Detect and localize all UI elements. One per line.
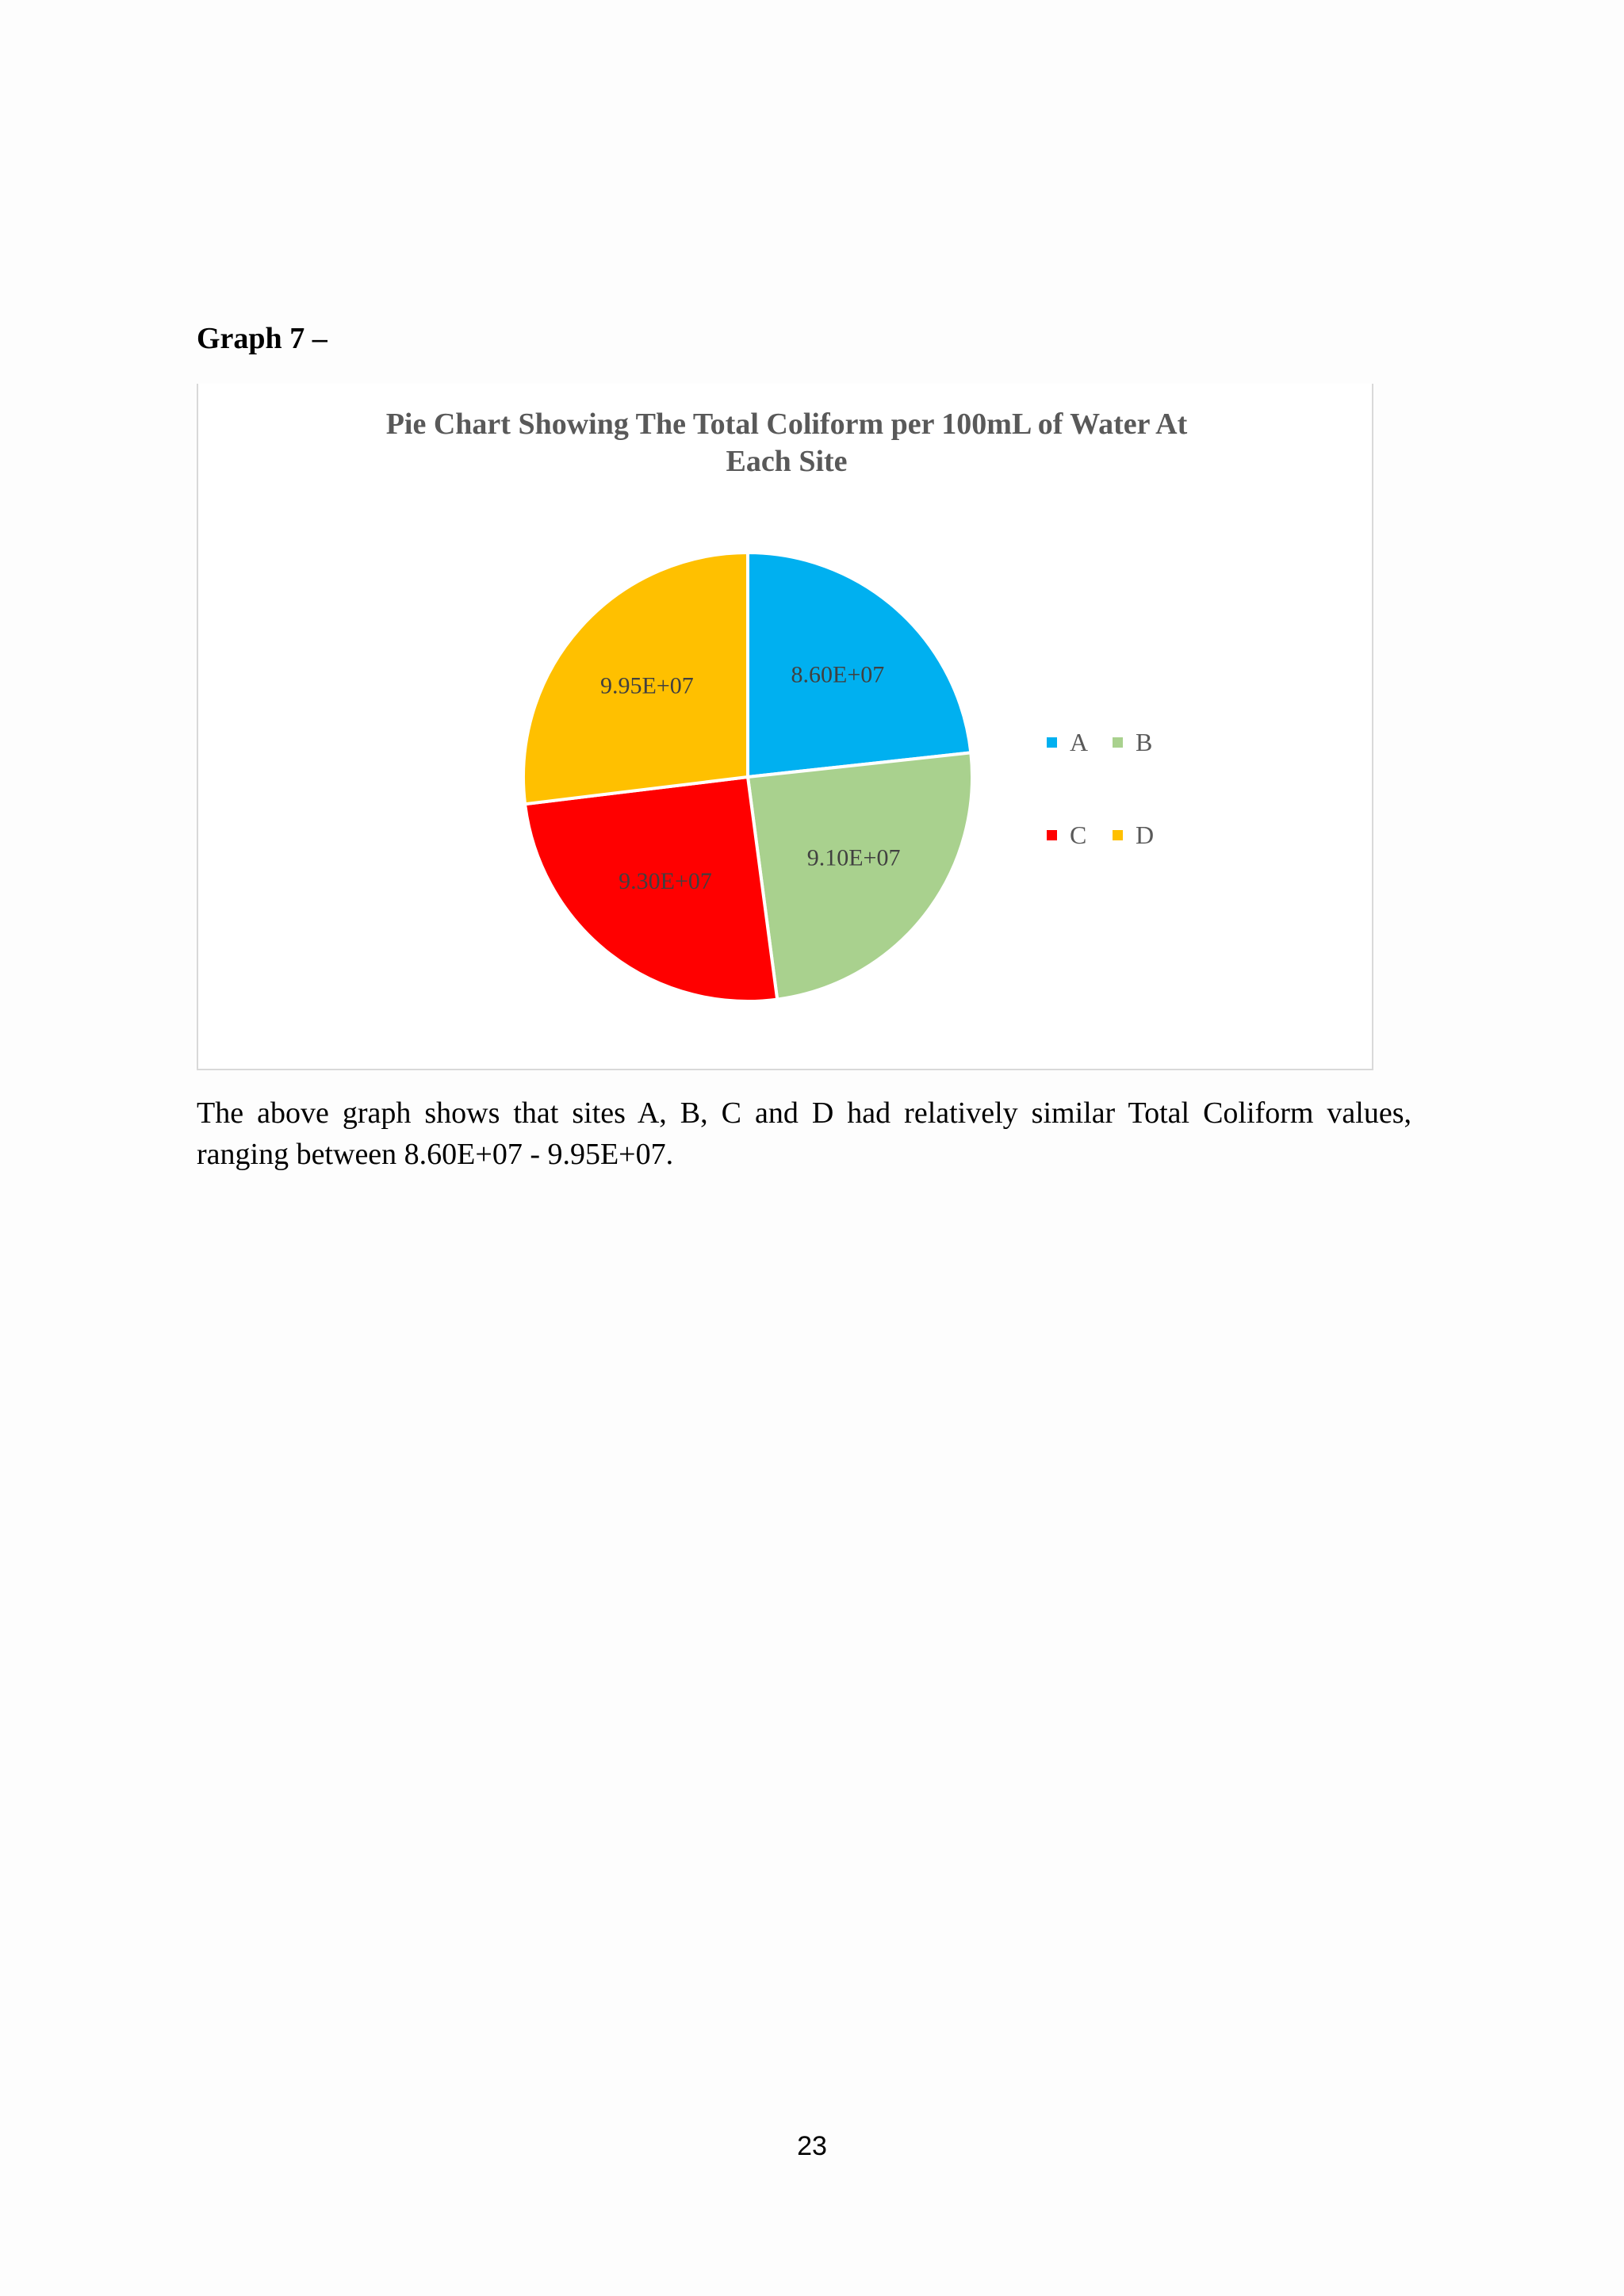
data-label-b: 9.10E+07 [806,844,901,871]
legend-label-c: C [1070,821,1087,849]
legend-label-a: A [1070,728,1089,756]
pie-chart [198,384,1375,1070]
data-label-a: 8.60E+07 [791,661,885,688]
legend-swatch-b [1113,737,1123,748]
legend-item-b [1113,728,1152,757]
graph-heading: Graph 7 – [197,322,327,355]
legend-swatch-a [1047,737,1057,748]
legend-item-c [1047,821,1086,850]
legend-swatch-d [1113,830,1123,840]
body-paragraph: The above graph shows that sites A, B, C and D had relatively similar Total Coliform values, ranging between 8.60E+07 - 9.95E+07. [197,1096,1411,1171]
data-label-d: 9.95E+07 [600,672,694,699]
legend-item-a [1047,728,1088,757]
legend-swatch-c [1047,830,1057,840]
pie-slice-b [748,752,972,999]
legend-label-d: D [1136,821,1155,849]
legend-label-b: B [1136,728,1153,756]
legend-item-d [1113,821,1154,850]
page-number: 23 [797,2131,827,2161]
chart-title-line-2: Each Site [726,445,848,478]
chart-title-line-1: Pie Chart Showing The Total Coliform per 100mL of Water At [385,408,1188,441]
data-label-c: 9.30E+07 [619,868,712,895]
chart-container [197,384,1373,1070]
